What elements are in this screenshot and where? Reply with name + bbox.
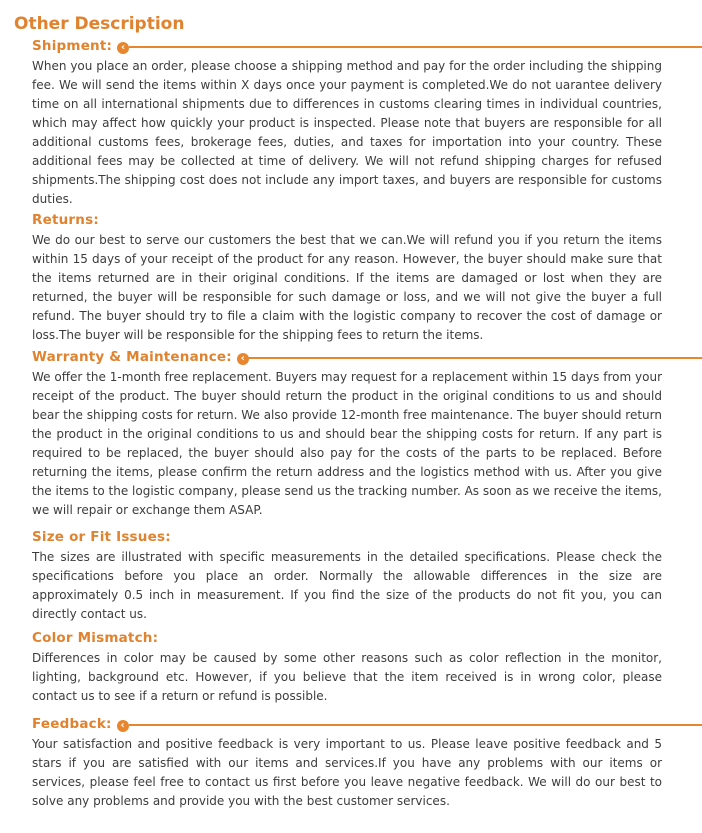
section-body: We offer the 1-month free replacement. Buyers may request for a replacement within 15 days from your receipt of the product. The buyer should return the product in the original conditions to us and should bear the shipping costs for return. We also provide 12-month free maintenance. The buyer should return the product in the original conditions to us and should bear the shipping costs for return. If any part is required to be replaced, the buyer should also pay for the costs of the parts to be replaced. Before returning the items, please confirm the return address and the logistics method with us. After you give the items to the logistic company, please send us the tracking number. As soon as we receive the items, we will repair or exchange them ASAP. bbox=[32, 370, 662, 517]
heading-divider bbox=[129, 724, 702, 726]
section-size-fit bbox=[0, 528, 702, 624]
section-heading bbox=[32, 629, 158, 647]
section-heading-row bbox=[0, 528, 702, 548]
chevron-left-circle-icon: ‹ bbox=[117, 42, 129, 54]
heading-divider bbox=[129, 46, 702, 48]
page-title: Other Description bbox=[14, 14, 185, 34]
section-heading-label: Shipment: bbox=[32, 38, 113, 54]
section-heading-label: Warranty & Maintenance: bbox=[32, 349, 232, 365]
section-heading-label: Color Mismatch: bbox=[32, 630, 159, 646]
section-heading-row bbox=[0, 629, 702, 649]
section-heading-row bbox=[0, 37, 702, 57]
section-body: The sizes are illustrated with specific measurements in the detailed specifications. Please check the specifications before you place an order. Normally the allowable differences in the size are approximately 0.5 inch in measurement. If you find the size of the products do not fit you, you can directly contact us. bbox=[32, 550, 662, 621]
section-heading-label: Returns: bbox=[32, 212, 99, 228]
section-heading-row bbox=[0, 211, 702, 231]
section-body: Your satisfaction and positive feedback is very important to us. Please leave positive feedback and 5 stars if you are satisfied with our items and services.If you have any problems with our items or services, please feel free to contact us first before you leave negative feedback. We will do our best to solve any problems and provide you with the best customer services. bbox=[32, 737, 662, 808]
section-color-mismatch bbox=[0, 629, 702, 706]
section-feedback bbox=[0, 715, 702, 811]
section-heading bbox=[32, 37, 129, 55]
heading-divider bbox=[248, 357, 702, 359]
section-shipment bbox=[0, 37, 702, 209]
section-body: We do our best to serve our customers the best that we can.We will refund you if you return the items within 15 days of your receipt of the product for any reason. However, the buyer should make sure that the items returned are in their original conditions. If the items are damaged or lost when they are returned, the buyer will be responsible for such damage or loss, and we will not give the buyer a full refund. The buyer should try to file a claim with the logistic company to recover the cost of damage or loss.The buyer will be responsible for the shipping fees to return the items. bbox=[32, 233, 662, 342]
section-heading bbox=[32, 715, 129, 733]
section-heading bbox=[32, 211, 99, 229]
section-heading-row bbox=[0, 348, 702, 368]
section-heading-label: Feedback: bbox=[32, 716, 112, 732]
chevron-left-circle-icon: ‹ bbox=[237, 353, 249, 365]
section-returns bbox=[0, 211, 702, 345]
section-heading bbox=[32, 528, 171, 546]
chevron-left-circle-icon: ‹ bbox=[117, 720, 129, 732]
section-heading-label: Size or Fit Issues: bbox=[32, 529, 171, 545]
section-heading bbox=[32, 348, 249, 366]
section-body: When you place an order, please choose a shipping method and pay for the order including the shipping fee. We will send the items within X days once your payment is completed.We do not uarantee delivery time on all international shipments due to differences in customs clearing times in individual countries, which may affect how quickly your product is inspected. Please note that buyers are responsible for all additional customs fees, brokerage fees, duties, and taxes for importation into your country. These additional fees may be collected at time of delivery. We will not refund shipping charges for refused shipments.The shipping cost does not include any import taxes, and buyers are responsible for customs duties. bbox=[32, 59, 662, 206]
section-heading-row bbox=[0, 715, 702, 735]
section-body: Differences in color may be caused by some other reasons such as color reflection in the monitor, lighting, background etc. However, if you believe that the item received is in wrong color, please contact us to see if a return or refund is possible. bbox=[32, 651, 662, 703]
section-warranty-maintenance bbox=[0, 348, 702, 520]
